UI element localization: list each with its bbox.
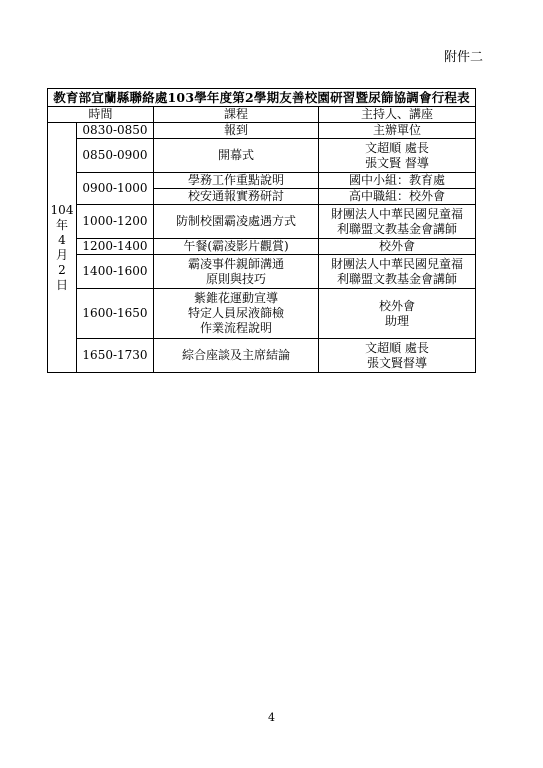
- host-line: 張文賢督導: [367, 355, 428, 370]
- course-line: 作業流程說明: [199, 321, 272, 335]
- host-cell: [319, 255, 476, 289]
- time-cell: 0830-0850: [77, 123, 154, 139]
- course-line: 原則與技巧: [205, 271, 266, 286]
- schedule-table: [47, 88, 476, 373]
- time-cell: 1400-1600: [77, 255, 154, 289]
- host-line: 財團法人中華民國兒童福: [331, 256, 464, 271]
- course-line: 學務工作重點說明: [187, 173, 284, 187]
- time-cell: 1000-1200: [77, 205, 154, 239]
- date-cell: [48, 123, 77, 373]
- host-line: 主辦單位: [373, 123, 422, 137]
- course-line: 霸凌事件親師溝通: [187, 256, 284, 271]
- date-part: 月: [55, 247, 68, 262]
- time-cell: 0850-0900: [77, 139, 154, 173]
- time-cell: 0900-1000: [77, 173, 154, 205]
- course-line: 校安通報實務研討: [187, 189, 284, 203]
- time-cell: 1650-1730: [77, 339, 154, 373]
- course-cell: [154, 139, 319, 173]
- header-host: 主持人、講座: [319, 107, 476, 123]
- host-line: 利聯盟文教基金會講師: [337, 271, 458, 286]
- host-line: 校外會: [379, 298, 416, 313]
- host-line: 張文賢 督導: [365, 155, 429, 170]
- course-cell: [154, 205, 319, 239]
- date-part: 日: [55, 277, 68, 292]
- schedule-title: 教育部宜蘭縣聯絡處103學年度第2學期友善校園研習暨尿篩協調會行程表: [48, 89, 476, 107]
- host-line: 文超順 處長: [365, 340, 429, 355]
- course-line: 報到: [223, 123, 248, 137]
- course-cell: [154, 339, 319, 373]
- course-cell: [154, 189, 319, 205]
- course-cell: [154, 123, 319, 139]
- course-line: 紫錐花運動宣導: [193, 291, 278, 305]
- host-cell: [319, 339, 476, 373]
- date-part: 2: [58, 262, 66, 277]
- date-part: 4: [58, 232, 66, 247]
- course-line: 綜合座談及主席結論: [181, 348, 290, 362]
- host-cell: [319, 289, 476, 339]
- course-cell: [154, 239, 319, 255]
- host-line: 利聯盟文教基金會講師: [337, 221, 458, 236]
- host-line: 國中小組：教育處: [349, 173, 446, 187]
- host-cell: [319, 239, 476, 255]
- host-line: 文超順 處長: [365, 140, 429, 155]
- host-cell: [319, 173, 476, 189]
- course-line: 特定人員尿液篩檢: [187, 306, 284, 320]
- header-time: 時間: [48, 107, 154, 123]
- time-cell: 1200-1400: [77, 239, 154, 255]
- time-cell: 1600-1650: [77, 289, 154, 339]
- host-cell: [319, 189, 476, 205]
- date-part: 104: [50, 202, 74, 217]
- attachment-label: 附件二: [444, 50, 484, 65]
- host-cell: [319, 139, 476, 173]
- host-line: 助理: [385, 313, 410, 328]
- header-course: 課程: [154, 107, 319, 123]
- host-line: 校外會: [379, 239, 416, 253]
- course-line: 午餐(霸凌影片觀賞): [183, 239, 289, 253]
- host-cell: [319, 123, 476, 139]
- host-cell: [319, 205, 476, 239]
- course-cell: [154, 289, 319, 339]
- course-line: 防制校園霸凌處遇方式: [175, 214, 296, 228]
- page-number: 4: [268, 711, 275, 724]
- course-line: 開幕式: [217, 148, 254, 162]
- host-line: 財團法人中華民國兒童福: [331, 206, 464, 221]
- host-line: 高中職組：校外會: [349, 189, 446, 203]
- date-part: 年: [55, 217, 68, 232]
- course-cell: [154, 173, 319, 189]
- course-cell: [154, 255, 319, 289]
